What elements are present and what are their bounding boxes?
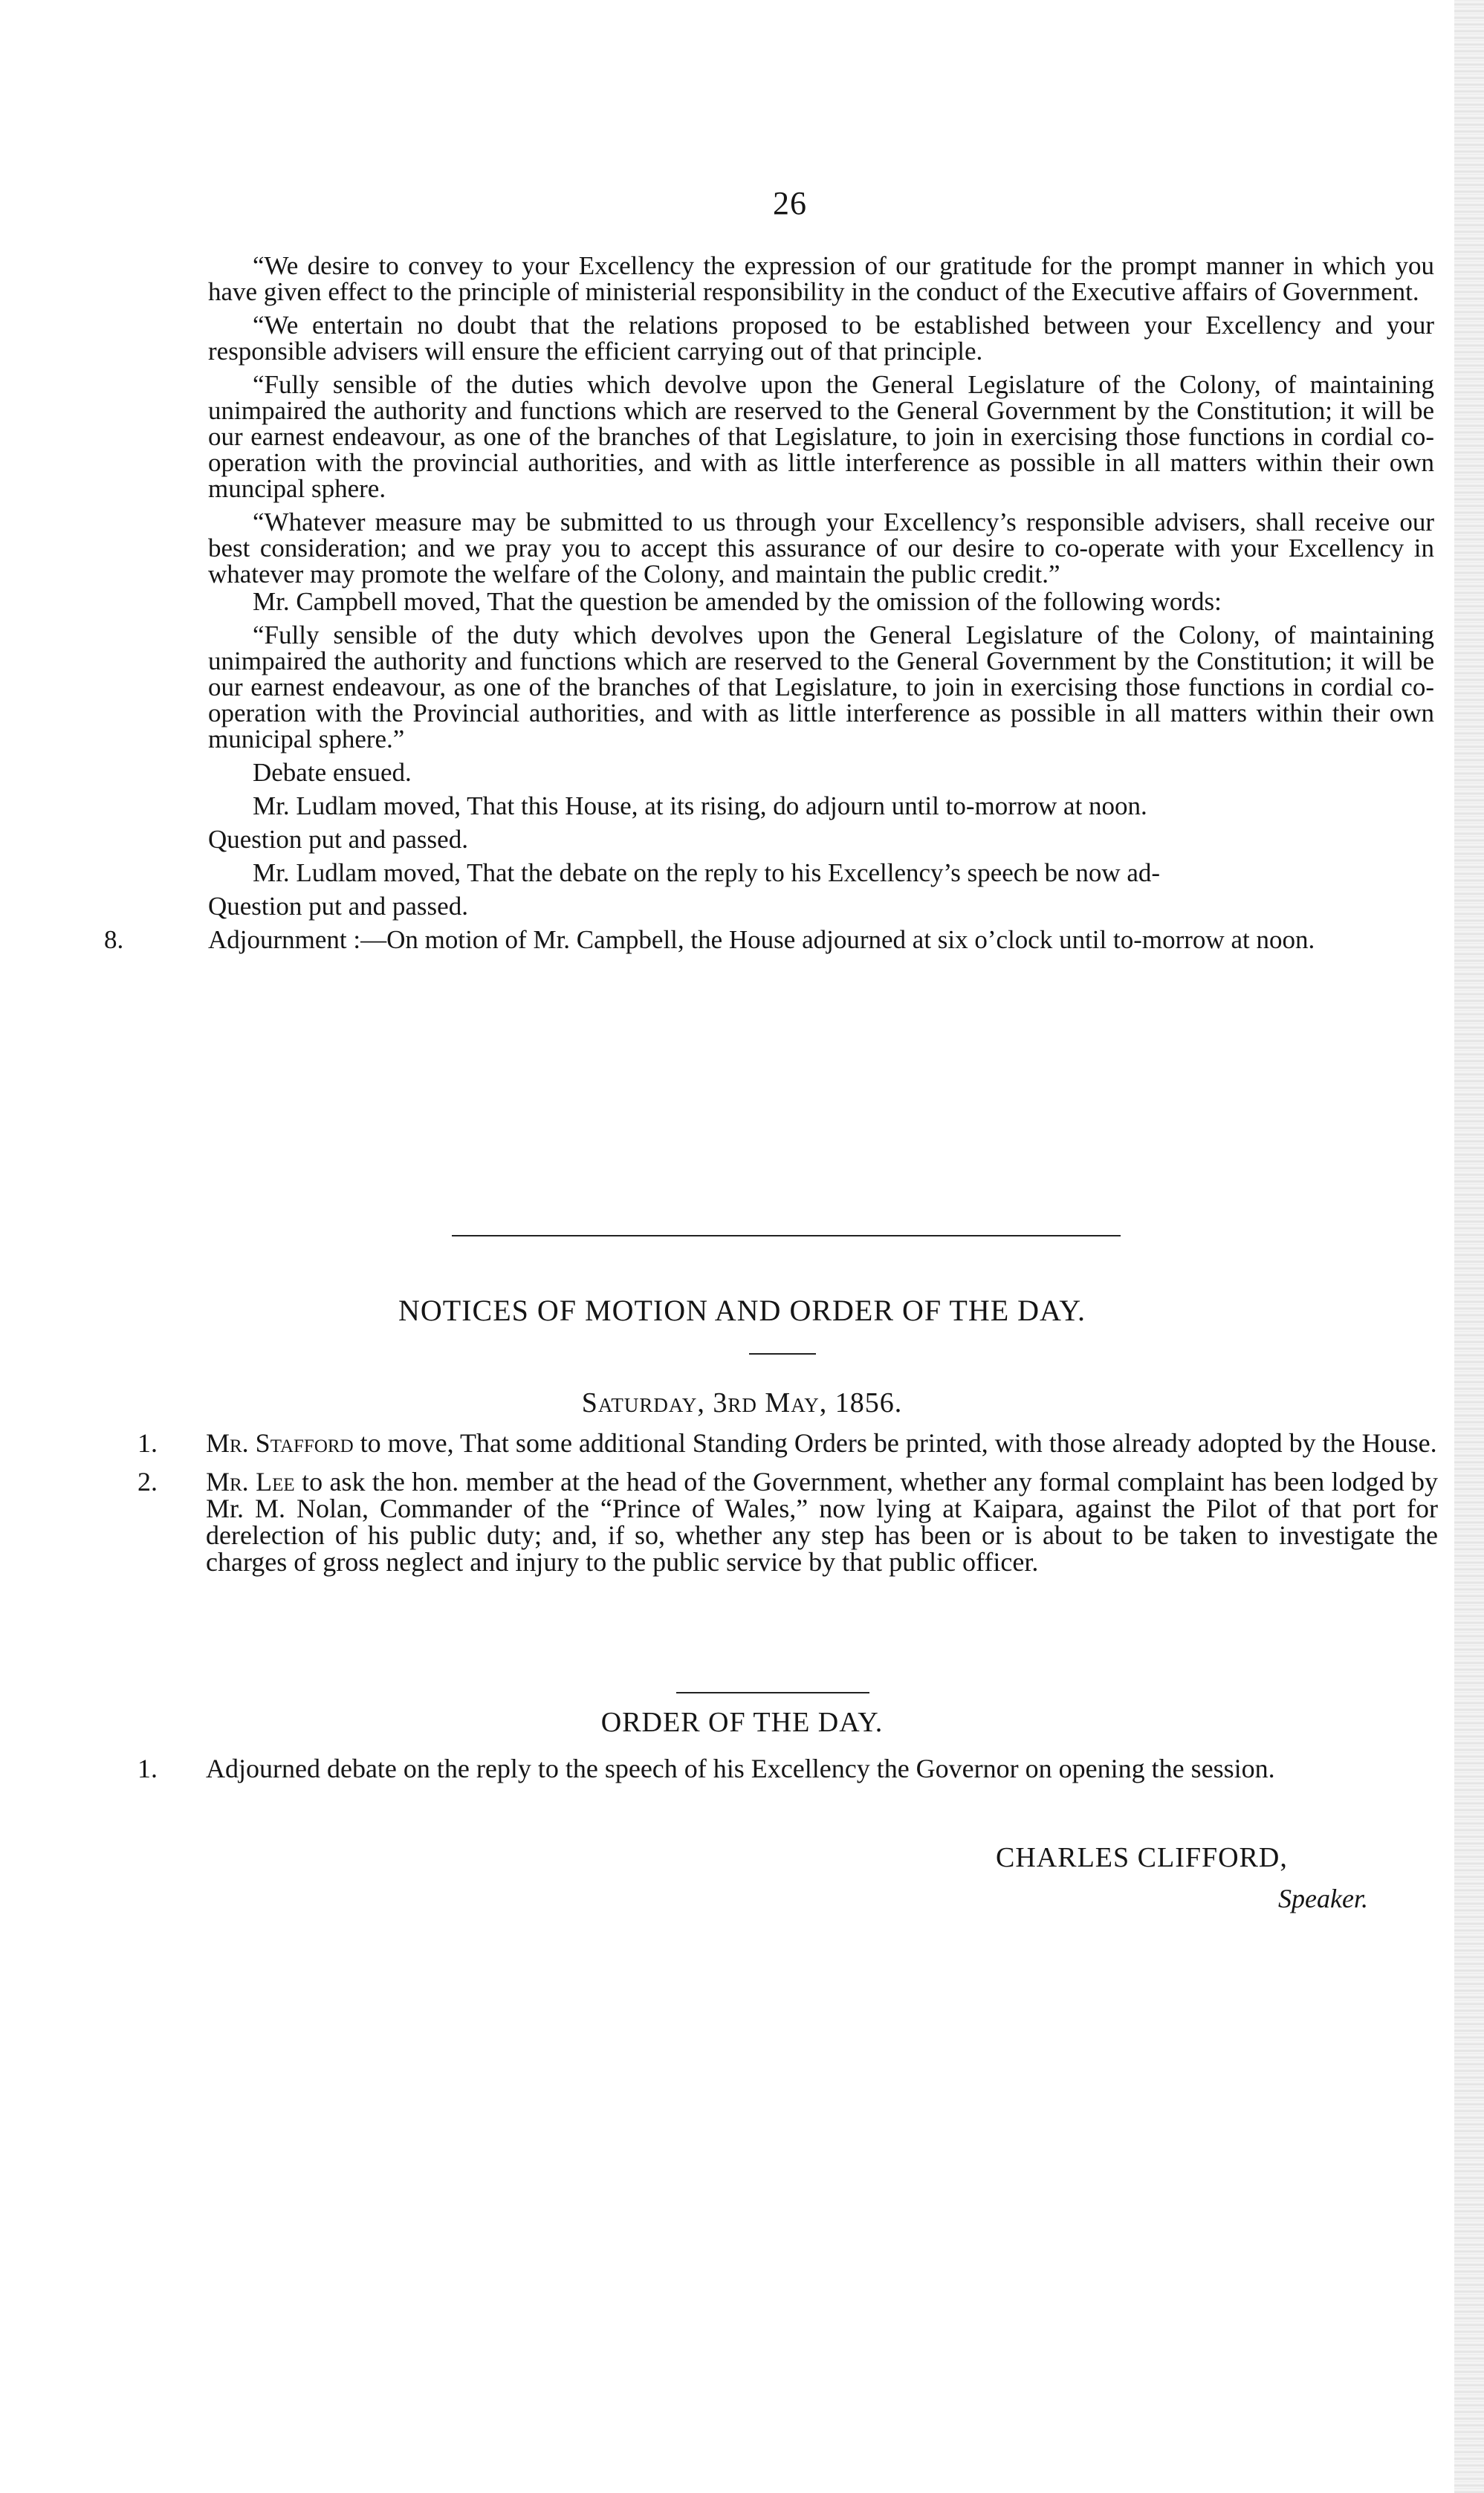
proceeding-paragraph: “Fully sensible of the duty which devolves upon the General Legislature of the Colony, of maintaining unimpaired the authority and functions which are reserved to the General Government by the Constitution; it will be our earnest endeavour, as one of the branches of that Legislature, to join in exercising those functions in cordial co-operation with the Provincial authorities, and with as little interference as possible in all matters within their own municipal sphere.” (208, 620, 1434, 753)
notices-heading: NOTICES OF MOTION AND ORDER OF THE DAY. (398, 1294, 1086, 1327)
notice-text: to move, That some additional Standing Orders be printed, with those already adopted by the House. (360, 1428, 1437, 1458)
notice-number: 2. (137, 1467, 158, 1497)
adjournment-number: 8. (104, 925, 124, 954)
orders-list (137, 1755, 1438, 1794)
signature-name: CHARLES CLIFFORD, (996, 1842, 1288, 1873)
signature-title: Speaker. (1278, 1884, 1368, 1913)
proceeding-paragraph: Question put and passed. (208, 892, 468, 921)
page-number: 26 (773, 185, 807, 221)
proceeding-paragraph: Mr. Ludlam moved, That this House, at its rising, do adjourn until to-morrow at noon. (253, 791, 1147, 820)
heading-rule (676, 1692, 869, 1693)
proceedings-text (104, 587, 1434, 960)
notice-text: to ask the hon. member at the head of the Government, whether any formal complaint has been lodged by Mr. M. Nolan, Commander of the “Prince of Wales,” now lying at Kaipara, against the Pilot of that port for derelection of his public duty; and, if so, whether any step has been or is about to be taken to investigate the charges of gross neglect and injury to the public service by that public officer. (206, 1467, 1439, 1577)
notice-member: Mr. Lee (206, 1467, 295, 1497)
proceeding-paragraph: Mr. Ludlam moved, That the debate on the reply to his Excellency’s speech be now ad- (253, 858, 1161, 887)
heading-rule (749, 1353, 816, 1355)
date-line: Saturday, 3rd May, 1856. (581, 1387, 903, 1419)
address-text (208, 253, 1434, 594)
address-paragraph: “Whatever measure may be submitted to us through your Excellency’s responsible advisers, shall receive our best consideration; and we pray you to accept this assurance of our desire to co-operate with your Excellency in whatever may promote the welfare of the Colony, and maintain the public credit.” (208, 508, 1434, 589)
address-paragraph: “Fully sensible of the duties which devolve upon the General Legislature of the Colony, of maintaining unimpaired the authority and functions which are reserved to the General Government by the Constitution; it will be our earnest endeavour, as one of the branches of that Legislature, to join in exercising those functions in cordial co-operation with the provincial authorities, and with as little interference as possible in all matters within their own muncipal sphere. (208, 370, 1434, 503)
adjournment-item (104, 925, 1434, 954)
adjournment-text: Adjournment :—On motion of Mr. Campbell, the House adjourned at six o’clock until to-morrow at noon. (208, 925, 1315, 954)
proceeding-paragraph: Debate ensued. (253, 758, 412, 787)
notice-item (137, 1430, 1438, 1456)
notice-item (137, 1468, 1438, 1575)
notice-number: 1. (137, 1428, 158, 1458)
notice-member: Mr. Stafford (206, 1428, 354, 1458)
order-heading: ORDER OF THE DAY. (600, 1707, 884, 1738)
proceeding-paragraph: Mr. Campbell moved, That the question be amended by the omission of the following words: (253, 587, 1222, 616)
address-paragraph: “We desire to convey to your Excellency the expression of our gratitude for the prompt manner in which you have given effect to the principle of ministerial responsibility in the conduct of the Executive affairs of Government. (208, 251, 1434, 306)
notices-list (137, 1430, 1438, 1587)
order-number: 1. (137, 1754, 158, 1783)
proceeding-paragraph: Question put and passed. (208, 825, 468, 854)
order-text: Adjourned debate on the reply to the speech of his Excellency the Governor on opening the session. (206, 1754, 1275, 1783)
section-divider (452, 1235, 1121, 1236)
page-edge-shadow (1454, 0, 1484, 2493)
address-paragraph: “We entertain no doubt that the relations proposed to be established between your Excellency and your responsible advisers will ensure the efficient carrying out of that principle. (208, 311, 1434, 366)
order-item (137, 1755, 1438, 1782)
